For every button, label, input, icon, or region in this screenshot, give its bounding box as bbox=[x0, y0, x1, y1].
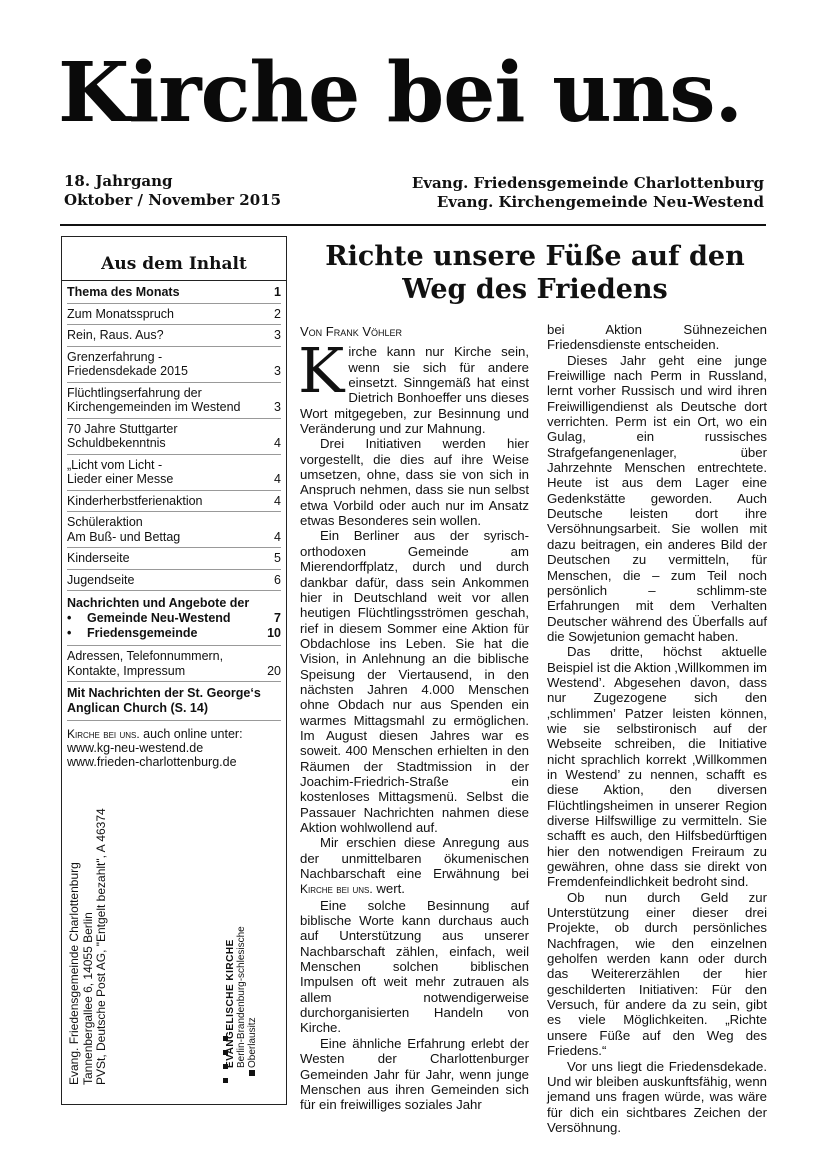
news-item-title: • Friedensgemeinde bbox=[67, 626, 197, 641]
contents-item[interactable] bbox=[67, 419, 281, 455]
contents-item-page: 20 bbox=[267, 663, 281, 678]
article-paragraph: Eine ähnliche Erfahrung erlebt der Westen der Charlottenburger Gemeinden Jahr für Jahr, wenn junge Menschen aus ihren Gemeinden sich für ein freiwilliges soziales Jahr bbox=[300, 1035, 529, 1113]
news-section bbox=[62, 591, 286, 641]
news-item-title: • Gemeinde Neu-Westend bbox=[67, 611, 231, 626]
online-info bbox=[62, 721, 286, 769]
contents-item-page: 3 bbox=[274, 328, 281, 342]
contents-item-page: 4 bbox=[274, 472, 281, 486]
contents-item-title: Grenzerfahrung - Friedensdekade 2015 bbox=[67, 349, 188, 378]
contents-item[interactable] bbox=[67, 512, 281, 548]
contents-item-page: 4 bbox=[274, 493, 281, 508]
issue-date: Oktober / November 2015 bbox=[64, 191, 282, 209]
contents-item-title: Jugendseite bbox=[67, 572, 135, 587]
contents-item-page: 5 bbox=[274, 551, 281, 565]
postal-line-2: Tannenbergallee 6, 14055 Berlin bbox=[80, 912, 95, 1085]
contents-item-title: Rein, Raus. Aus? bbox=[67, 328, 164, 342]
masthead-title: Kirche bei uns. bbox=[58, 45, 743, 141]
news-heading: Nachrichten und Angebote der bbox=[67, 596, 250, 610]
article-paragraph: Das dritte, höchst aktuelle Beispiel ist die Aktion ‚Willkommen im Westend’. Abgesehen davon, dass nur Zugezogene sich den ‚schlimmen’ Patzer leisten können, wie sie selbstironisch auf der Webseite schreiben, die Initiative nicht sprachlich korrekt ‚Willkommen in Westend’ zu nennen, schafft es diese Aktion, den diversen Flüchtlingsheimen in unserer Region diverse Hilfswillige zu vermitteln. Sie schafft es auch, den Hilfsbedürftigen hier den notwendigen Freiraum zu gewähren, ohne dass sie direkt von Fremdenfeindlichkeit bedroht sind. bbox=[547, 644, 767, 890]
contents-item[interactable] bbox=[67, 646, 281, 682]
postal-line-3: PVSt, Deutsche Post AG, "Entgelt bezahlt", A 46374 bbox=[94, 808, 108, 1085]
anglican-note bbox=[62, 682, 286, 716]
contents-item[interactable] bbox=[67, 304, 281, 326]
contents-item-title: Kinderherbstferienaktion bbox=[67, 493, 203, 508]
news-item-page: 7 bbox=[274, 611, 281, 625]
contents-list bbox=[62, 281, 286, 591]
postal-address bbox=[68, 795, 109, 1085]
website-link-1[interactable]: www.kg-neu-westend.de bbox=[67, 741, 204, 755]
drop-cap: K bbox=[298, 334, 345, 408]
article-paragraph bbox=[298, 334, 529, 437]
contents-item-title: 70 Jahre Stuttgarter Schuldbekenntnis bbox=[67, 421, 178, 450]
contents-item-title: Kinderseite bbox=[67, 551, 130, 565]
article-paragraph: Dieses Jahr geht eine junge Freiwillige nach Perm in Russland, lernt vorher Russisch und wird ihren Freiwilligendienst als Deutsche dort verrichten. Perm ist ein Ort, wo ein Gulag, ein russisches Strafgefangenenlager, über Jahrzehnte Menschen entrechtete. Heute ist aus dem Lager eine Gedenkstätte geworden. Auch Deutsche leisten dort ihre Versöhnungsarbeit. Sie wollen mit dazu beitragen, ein anderes Bild der Deutschen zu vermitteln, für Menschen, die – zum Teil noch persönlich – schlimm-ste Erfahrungen mit dem Verhalten Deutscher während des Überfalls auf die Sowjetunion gemacht haben. bbox=[547, 352, 767, 644]
news-item-page: 10 bbox=[267, 626, 281, 640]
magazine-name: Kirche bei uns. bbox=[300, 882, 373, 897]
contents-item[interactable] bbox=[67, 491, 281, 513]
contents-item-page: 6 bbox=[274, 572, 281, 587]
parish-name-1: Evang. Friedensgemeinde Charlottenburg bbox=[411, 174, 764, 192]
article-paragraph: bei Aktion Sühnezeichen Friedensdienste entscheiden. bbox=[547, 322, 767, 353]
anglican-text: Mit Nachrichten der St. George‘s Anglican Church (S. 14) bbox=[67, 686, 261, 715]
contents-item-page: 4 bbox=[274, 529, 281, 544]
contents-item-title: „Licht vom Licht - Lieder einer Messe bbox=[67, 457, 174, 486]
contents-item-title: Flüchtlingserfahrung der Kirchengemeinden im Westend bbox=[67, 385, 241, 414]
article-paragraph: Ob nun durch Geld zur Unterstützung einer dieser drei Projekte, ob durch persönliches Nachfragen, wie den einzelnen geholfen werden kann oder durch das Weitererzählen der hier geschilderten Initiativen: Für den Versuch, für andere da zu sein, gibt es viele Möglichkeiten. „Richte unsere Füße auf den Weg des Friedens.“ bbox=[547, 889, 767, 1059]
article-paragraph: Ein Berliner aus der syrisch-orthodoxen Gemeinde am Mierendorffplatz, durch und durch dankbar dafür, dass sein Ankommen hier in Deutschland weit vor allen heutigen Flüchtlingsströmen geschah, rief in diesem Sommer eine Aktion für Obdachlose ins Leben. Sie hat die Vision, in Anlehnung an die biblische Speisung der Viertausend, in den nächsten Jahren 4.000 Menschen ohne Obdach nur aus Spenden ein warmes Mittagsmahl zu ermöglichen. Im August diesen Jahres war es soweit. 400 Menschen erhielten in den Räumen der Stadtmission in der Joachim-Friedrich-Straße ein kostenloses Mittagsmenü. Selbst die Passauer Nachrichten nahmen diese Aktion wohlwollend auf. bbox=[300, 528, 529, 835]
news-item[interactable] bbox=[67, 626, 281, 641]
contents-item[interactable] bbox=[67, 548, 281, 570]
contents-item-title: Adressen, Telefonnummern, Kontakte, Impressum bbox=[67, 649, 224, 678]
contents-item-page: 1 bbox=[274, 285, 281, 299]
contents-item-title: Zum Monatsspruch bbox=[67, 306, 174, 321]
article-byline: Von Frank Vöhler bbox=[300, 324, 403, 339]
parish-name-2: Evang. Kirchengemeinde Neu-Westend bbox=[436, 193, 764, 211]
article-paragraph: Eine solche Besinnung auf biblische Worte kann durchaus auch auf Unterstützung aus unserer Nachbarschaft zählen, einfach, weil Menschen solchen biblischen Impulsen oft weit mehr zutrauen als allem notwendigerweise durchorganisierten Handeln von Kirche. bbox=[300, 897, 529, 1036]
issue-info bbox=[64, 172, 281, 210]
parish-info bbox=[412, 174, 764, 212]
article-paragraph: Vor uns liegt die Friedensdekade. Und wir bleiben auskunftsfähig, wenn jemand uns fragen würde, was wäre für dich ein sichtbares Zeichen der Versöhnung. bbox=[547, 1058, 767, 1135]
contents-item[interactable] bbox=[67, 455, 281, 491]
ekd-logo-text bbox=[225, 918, 258, 1068]
contents-item-page: 3 bbox=[274, 400, 281, 414]
ekd-region: Berlin-Brandenburg-schlesische Oberlausitz bbox=[236, 926, 258, 1068]
article-column-1 bbox=[300, 322, 529, 1113]
contact-list bbox=[62, 646, 286, 682]
contents-item-title: Thema des Monats bbox=[67, 285, 180, 299]
contents-item[interactable] bbox=[67, 570, 281, 592]
paragraph-text: irche kann nur Kirche sein, wenn sie sich für andere einsetzt. Sinngemäß hat einst Dietrich Bonhoeffer uns dieses Wort mitgegeben, zur Besinnung und Veränderung und zur Mahnung. bbox=[300, 344, 529, 437]
contents-heading: Aus dem Inhalt bbox=[62, 237, 286, 281]
contents-item-page: 4 bbox=[274, 436, 281, 450]
contents-item[interactable] bbox=[67, 347, 281, 383]
online-text: auch online unter: bbox=[143, 727, 243, 741]
contents-item[interactable] bbox=[67, 383, 281, 419]
article-column-2 bbox=[547, 322, 767, 1135]
contents-item[interactable] bbox=[67, 325, 281, 347]
paragraph-text: Mir erschien diese Anregung aus der unmittelbaren ökumenischen Nachbarschaft eine Erwähnung bei bbox=[300, 835, 529, 882]
website-link-2[interactable]: www.frieden-charlottenburg.de bbox=[67, 755, 237, 769]
postal-line-1: Evang. Friedensgemeinde Charlottenburg bbox=[67, 862, 81, 1085]
paragraph-text: wert. bbox=[376, 881, 405, 897]
header-rule bbox=[60, 224, 766, 226]
contents-item-page: 2 bbox=[274, 306, 281, 321]
article-paragraph: Drei Initiativen werden hier vorgestellt, die dies auf ihre Weise umsetzen, ohne, dass sie von sich in Anspruch nehmen, dass sie nun selbst etwa Vorbild oder auch nur im Ansatz etwas Besonderes sein wollen. bbox=[300, 436, 529, 529]
ekd-name: EVANGELISCHE KIRCHE bbox=[225, 939, 236, 1068]
contents-item-page: 3 bbox=[274, 364, 281, 378]
contents-item[interactable] bbox=[67, 281, 281, 304]
contents-item-title: Schüleraktion Am Buß- und Bettag bbox=[67, 515, 181, 544]
article-title: Richte unsere Füße auf den Weg des Friedens bbox=[325, 241, 745, 305]
article-paragraph bbox=[300, 835, 529, 897]
volume-year: 18. Jahrgang bbox=[64, 172, 173, 190]
news-item[interactable] bbox=[67, 611, 281, 626]
magazine-name: Kirche bei uns. bbox=[67, 727, 140, 741]
